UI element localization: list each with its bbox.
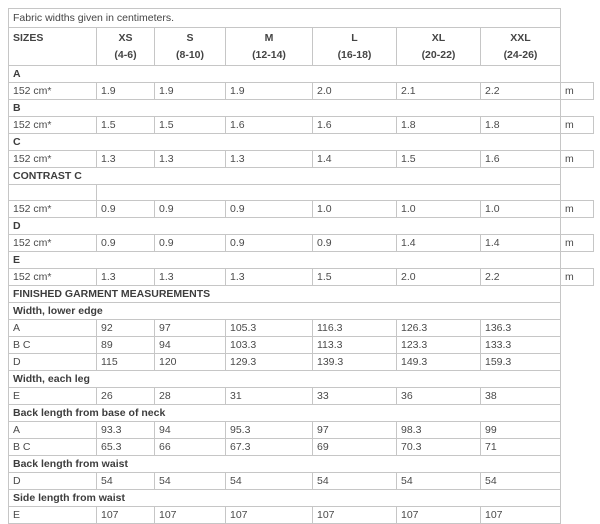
table-row-group xyxy=(9,456,594,473)
size-column-header xyxy=(397,28,481,66)
measurement-value: 123.3 xyxy=(397,337,481,354)
ghost-cell xyxy=(561,405,594,422)
ghost-cell xyxy=(561,252,594,269)
ghost-cell xyxy=(561,286,594,303)
fabric-yardage-value: 0.9 xyxy=(226,235,313,252)
measurement-value: 98.3 xyxy=(397,422,481,439)
size-range: (24-26) xyxy=(503,49,538,61)
table-row-measure xyxy=(9,320,594,337)
fabric-yardage-value: 1.6 xyxy=(481,151,561,168)
fabric-yardage-value: 1.9 xyxy=(97,83,155,100)
fabric-yardage-value: 2.1 xyxy=(397,83,481,100)
fabric-yardage-value: 1.3 xyxy=(97,151,155,168)
measurement-value: 115 xyxy=(97,354,155,371)
table-row-section xyxy=(9,134,594,151)
unit-cell: m xyxy=(561,151,594,168)
measurement-value: 107 xyxy=(97,507,155,524)
ghost-cell xyxy=(561,388,594,405)
table-row-fabric xyxy=(9,83,594,100)
fabric-table-body xyxy=(9,9,594,524)
table-row-group xyxy=(9,405,594,422)
table-row-group xyxy=(9,303,594,320)
unit-cell: m xyxy=(561,83,594,100)
size-name: XL xyxy=(431,32,446,44)
ghost-cell xyxy=(561,9,594,28)
fabric-yardage-value: 0.9 xyxy=(155,201,226,218)
measurement-value: 107 xyxy=(397,507,481,524)
table-row-measure xyxy=(9,388,594,405)
ghost-cell xyxy=(561,168,594,185)
unit-cell: m xyxy=(561,235,594,252)
measurement-value: 54 xyxy=(313,473,397,490)
measurement-value: 66 xyxy=(155,439,226,456)
table-row-section xyxy=(9,218,594,235)
ghost-cell xyxy=(561,456,594,473)
table-row-fabric xyxy=(9,269,594,286)
fabric-yardage-value: 2.2 xyxy=(481,269,561,286)
measurement-value: 31 xyxy=(226,388,313,405)
measurement-value: 107 xyxy=(226,507,313,524)
size-column-header xyxy=(481,28,561,66)
fabric-yardage-value: 1.3 xyxy=(226,269,313,286)
measurement-group-label: Width, lower edge xyxy=(9,303,561,320)
fabric-yardage-value: 0.9 xyxy=(97,201,155,218)
measurement-row-label: E xyxy=(9,507,97,524)
unit-cell: m xyxy=(561,117,594,134)
size-name: XS xyxy=(118,32,133,44)
ghost-cell xyxy=(561,218,594,235)
measurement-value: 94 xyxy=(155,337,226,354)
ghost-cell xyxy=(561,320,594,337)
measurement-value: 93.3 xyxy=(97,422,155,439)
table-row-measure xyxy=(9,354,594,371)
section-header: FINISHED GARMENT MEASUREMENTS xyxy=(9,286,561,303)
fabric-yardage-value: 1.0 xyxy=(397,201,481,218)
measurement-row-label: E xyxy=(9,388,97,405)
size-column-header xyxy=(313,28,397,66)
ghost-cell xyxy=(561,507,594,524)
measurement-value: 89 xyxy=(97,337,155,354)
fabric-yardage-value: 1.3 xyxy=(226,151,313,168)
size-range: (12-14) xyxy=(252,49,286,61)
table-row-fabric xyxy=(9,235,594,252)
measurement-row-label: D xyxy=(9,473,97,490)
measurement-value: 94 xyxy=(155,422,226,439)
table-row-sizes xyxy=(9,28,594,66)
measurement-value: 129.3 xyxy=(226,354,313,371)
ghost-cell xyxy=(561,185,594,201)
size-column-header xyxy=(155,28,226,66)
size-name: S xyxy=(186,32,194,44)
measurement-value: 28 xyxy=(155,388,226,405)
table-row-group xyxy=(9,490,594,507)
size-name: M xyxy=(264,32,274,44)
measurement-value: 69 xyxy=(313,439,397,456)
fabric-width-label: 152 cm* xyxy=(9,151,97,168)
size-range: (8-10) xyxy=(175,49,204,61)
ghost-cell xyxy=(561,100,594,117)
measurement-group-label: Width, each leg xyxy=(9,371,561,388)
ghost-cell xyxy=(561,422,594,439)
table-note: Fabric widths given in centimeters. xyxy=(9,9,561,28)
measurement-row-label: D xyxy=(9,354,97,371)
fabric-yardage-value: 1.8 xyxy=(397,117,481,134)
fabric-yardage-value: 1.8 xyxy=(481,117,561,134)
fabric-yardage-value: 1.0 xyxy=(481,201,561,218)
spacer-cell xyxy=(97,185,561,201)
section-header: CONTRAST C xyxy=(9,168,561,185)
measurement-value: 113.3 xyxy=(313,337,397,354)
measurement-value: 54 xyxy=(226,473,313,490)
measurement-row-label: B C xyxy=(9,439,97,456)
table-row-measure xyxy=(9,473,594,490)
measurement-value: 107 xyxy=(155,507,226,524)
measurement-value: 70.3 xyxy=(397,439,481,456)
fabric-yardage-value: 1.0 xyxy=(313,201,397,218)
measurement-value: 38 xyxy=(481,388,561,405)
measurement-row-label: B C xyxy=(9,337,97,354)
ghost-cell xyxy=(561,439,594,456)
table-row-spacer xyxy=(9,185,594,201)
table-row-section xyxy=(9,286,594,303)
fabric-width-label: 152 cm* xyxy=(9,269,97,286)
fabric-width-label: 152 cm* xyxy=(9,117,97,134)
measurement-value: 97 xyxy=(313,422,397,439)
fabric-yardage-value: 1.4 xyxy=(481,235,561,252)
measurement-value: 97 xyxy=(155,320,226,337)
fabric-yardage-value: 1.6 xyxy=(226,117,313,134)
section-header: D xyxy=(9,218,561,235)
fabric-yardage-value: 1.3 xyxy=(155,269,226,286)
measurement-value: 99 xyxy=(481,422,561,439)
measurement-value: 26 xyxy=(97,388,155,405)
measurement-value: 139.3 xyxy=(313,354,397,371)
section-header: A xyxy=(9,66,561,83)
measurement-row-label: A xyxy=(9,422,97,439)
measurement-value: 149.3 xyxy=(397,354,481,371)
measurement-value: 95.3 xyxy=(226,422,313,439)
fabric-yardage-value: 0.9 xyxy=(97,235,155,252)
ghost-cell xyxy=(561,354,594,371)
measurement-value: 54 xyxy=(397,473,481,490)
measurement-value: 103.3 xyxy=(226,337,313,354)
table-row-section xyxy=(9,252,594,269)
table-row-fabric xyxy=(9,117,594,134)
fabric-yardage-value: 1.3 xyxy=(155,151,226,168)
sizes-header-label: SIZES xyxy=(9,28,97,66)
fabric-width-label: 152 cm* xyxy=(9,201,97,218)
table-row-measure xyxy=(9,439,594,456)
fabric-yardage-value: 2.0 xyxy=(313,83,397,100)
measurement-value: 92 xyxy=(97,320,155,337)
table-row-fabric xyxy=(9,151,594,168)
unit-cell: m xyxy=(561,201,594,218)
spacer-label-cell xyxy=(9,185,97,201)
size-name: XXL xyxy=(510,32,531,44)
table-row-measure xyxy=(9,507,594,524)
fabric-yardage-value: 1.4 xyxy=(397,235,481,252)
size-range: (16-18) xyxy=(337,49,372,61)
ghost-cell xyxy=(561,371,594,388)
table-row-measure xyxy=(9,422,594,439)
measurement-value: 54 xyxy=(481,473,561,490)
table-row-section xyxy=(9,66,594,83)
fabric-yardage-value: 2.2 xyxy=(481,83,561,100)
measurement-group-label: Back length from base of neck xyxy=(9,405,561,422)
size-name: L xyxy=(351,32,358,44)
measurement-value: 54 xyxy=(97,473,155,490)
ghost-cell xyxy=(561,134,594,151)
measurement-value: 116.3 xyxy=(313,320,397,337)
fabric-yardage-value: 1.9 xyxy=(226,83,313,100)
table-row-section xyxy=(9,168,594,185)
fabric-yardage-value: 0.9 xyxy=(313,235,397,252)
measurement-value: 54 xyxy=(155,473,226,490)
table-row-group xyxy=(9,371,594,388)
size-range: (20-22) xyxy=(421,49,456,61)
table-row-measure xyxy=(9,337,594,354)
measurement-value: 136.3 xyxy=(481,320,561,337)
section-header: C xyxy=(9,134,561,151)
size-column-header xyxy=(226,28,313,66)
fabric-requirements-table xyxy=(8,8,594,524)
ghost-cell xyxy=(561,303,594,320)
measurement-value: 65.3 xyxy=(97,439,155,456)
fabric-yardage-value: 1.3 xyxy=(97,269,155,286)
fabric-yardage-value: 1.5 xyxy=(397,151,481,168)
measurement-value: 120 xyxy=(155,354,226,371)
fabric-yardage-value: 0.9 xyxy=(155,235,226,252)
measurement-group-label: Side length from waist xyxy=(9,490,561,507)
fabric-yardage-value: 0.9 xyxy=(226,201,313,218)
measurement-value: 107 xyxy=(481,507,561,524)
table-row-fabric xyxy=(9,201,594,218)
fabric-width-label: 152 cm* xyxy=(9,83,97,100)
ghost-cell xyxy=(561,337,594,354)
ghost-cell xyxy=(561,66,594,83)
measurement-row-label: A xyxy=(9,320,97,337)
table-row-section xyxy=(9,100,594,117)
measurement-value: 105.3 xyxy=(226,320,313,337)
size-column-header xyxy=(97,28,155,66)
ghost-cell xyxy=(561,28,594,66)
measurement-value: 159.3 xyxy=(481,354,561,371)
fabric-yardage-value: 2.0 xyxy=(397,269,481,286)
ghost-cell xyxy=(561,473,594,490)
measurement-value: 36 xyxy=(397,388,481,405)
section-header: B xyxy=(9,100,561,117)
measurement-value: 126.3 xyxy=(397,320,481,337)
unit-cell: m xyxy=(561,269,594,286)
measurement-value: 133.3 xyxy=(481,337,561,354)
section-header: E xyxy=(9,252,561,269)
measurement-group-label: Back length from waist xyxy=(9,456,561,473)
ghost-cell xyxy=(561,490,594,507)
measurement-value: 33 xyxy=(313,388,397,405)
fabric-yardage-value: 1.5 xyxy=(97,117,155,134)
measurement-value: 107 xyxy=(313,507,397,524)
fabric-yardage-value: 1.5 xyxy=(313,269,397,286)
fabric-yardage-value: 1.6 xyxy=(313,117,397,134)
size-range: (4-6) xyxy=(114,49,137,61)
fabric-yardage-value: 1.9 xyxy=(155,83,226,100)
fabric-width-label: 152 cm* xyxy=(9,235,97,252)
measurement-value: 67.3 xyxy=(226,439,313,456)
fabric-yardage-value: 1.5 xyxy=(155,117,226,134)
fabric-yardage-value: 1.4 xyxy=(313,151,397,168)
measurement-value: 71 xyxy=(481,439,561,456)
table-row-note xyxy=(9,9,594,28)
